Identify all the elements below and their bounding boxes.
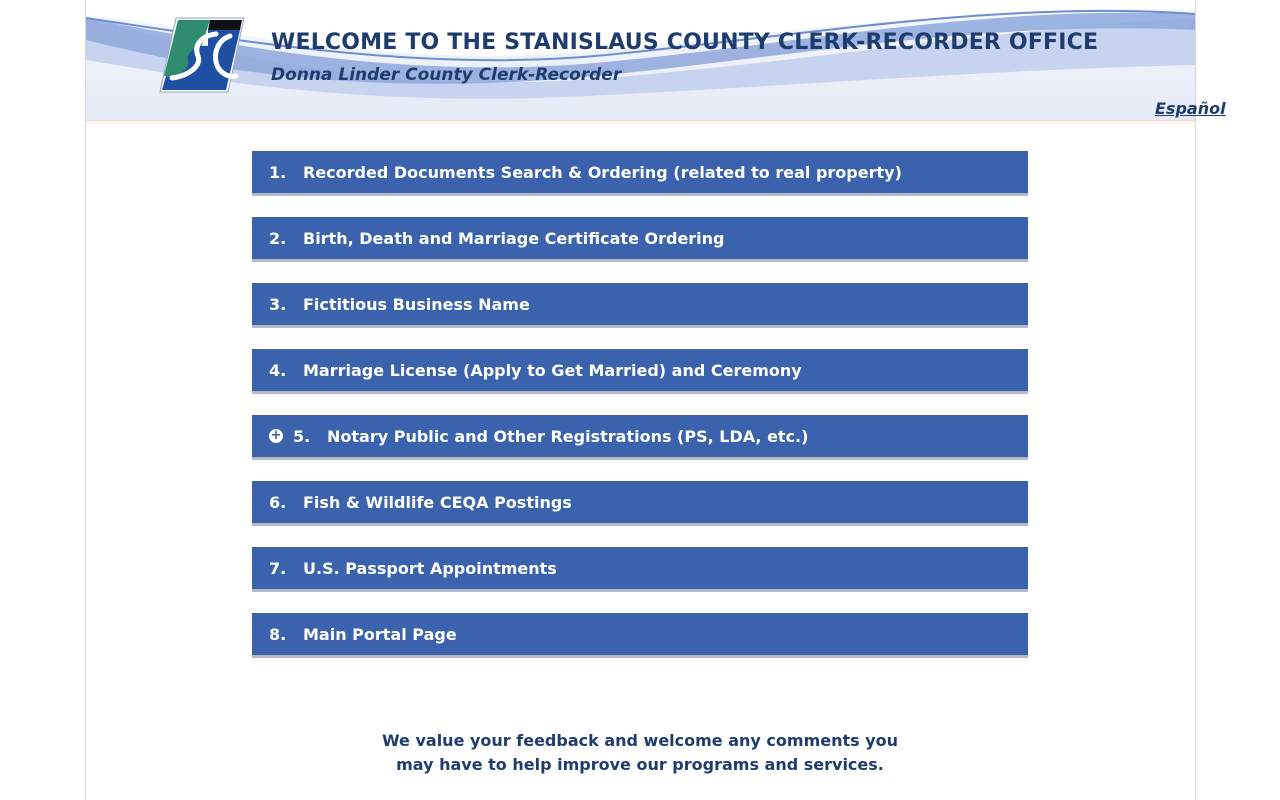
menu-item-number: 7.: [269, 558, 287, 578]
menu-item-notary-public[interactable]: [252, 415, 1028, 460]
main-menu: [252, 151, 1028, 679]
menu-item-label: U.S. Passport Appointments: [303, 558, 557, 578]
menu-item-number: 1.: [269, 162, 287, 182]
menu-item-fictitious-business-name[interactable]: [252, 283, 1028, 328]
menu-item-certificates[interactable]: [252, 217, 1028, 262]
menu-item-number: 5.: [293, 426, 311, 446]
menu-item-passport[interactable]: [252, 547, 1028, 592]
menu-item-label: Marriage License (Apply to Get Married) and Ceremony: [303, 360, 802, 380]
language-link-espanol[interactable]: Español: [1155, 99, 1226, 118]
page-title: WELCOME TO THE STANISLAUS COUNTY CLERK-RECORDER OFFICE: [271, 30, 1099, 55]
menu-item-number: 6.: [269, 492, 287, 512]
menu-item-label: Birth, Death and Marriage Certificate Ordering: [303, 228, 725, 248]
menu-item-label: Notary Public and Other Registrations (PS, LDA, etc.): [327, 426, 809, 446]
menu-item-marriage-license[interactable]: [252, 349, 1028, 394]
menu-item-label: Fish & Wildlife CEQA Postings: [303, 492, 572, 512]
menu-item-main-portal[interactable]: [252, 613, 1028, 658]
menu-item-label: Main Portal Page: [303, 624, 457, 644]
site-header: [86, 0, 1195, 121]
menu-item-recorded-documents[interactable]: [252, 151, 1028, 196]
menu-item-number: 4.: [269, 360, 287, 380]
menu-item-number: 3.: [269, 294, 287, 314]
menu-item-label: Recorded Documents Search & Ordering (related to real property): [303, 162, 902, 182]
menu-item-number: 8.: [269, 624, 287, 644]
header-wave-background: [86, 0, 1195, 120]
county-logo: [158, 16, 246, 94]
feedback-message: [340, 729, 940, 777]
menu-item-number: 2.: [269, 228, 287, 248]
feedback-line-1: We value your feedback and welcome any comments you: [381, 731, 899, 750]
feedback-line-2: may have to help improve our programs and services.: [396, 755, 884, 774]
plus-circle-icon[interactable]: +: [270, 428, 282, 443]
page-subtitle: Donna Linder County Clerk-Recorder: [271, 65, 622, 85]
menu-item-label: Fictitious Business Name: [303, 294, 530, 314]
menu-item-fish-wildlife[interactable]: [252, 481, 1028, 526]
